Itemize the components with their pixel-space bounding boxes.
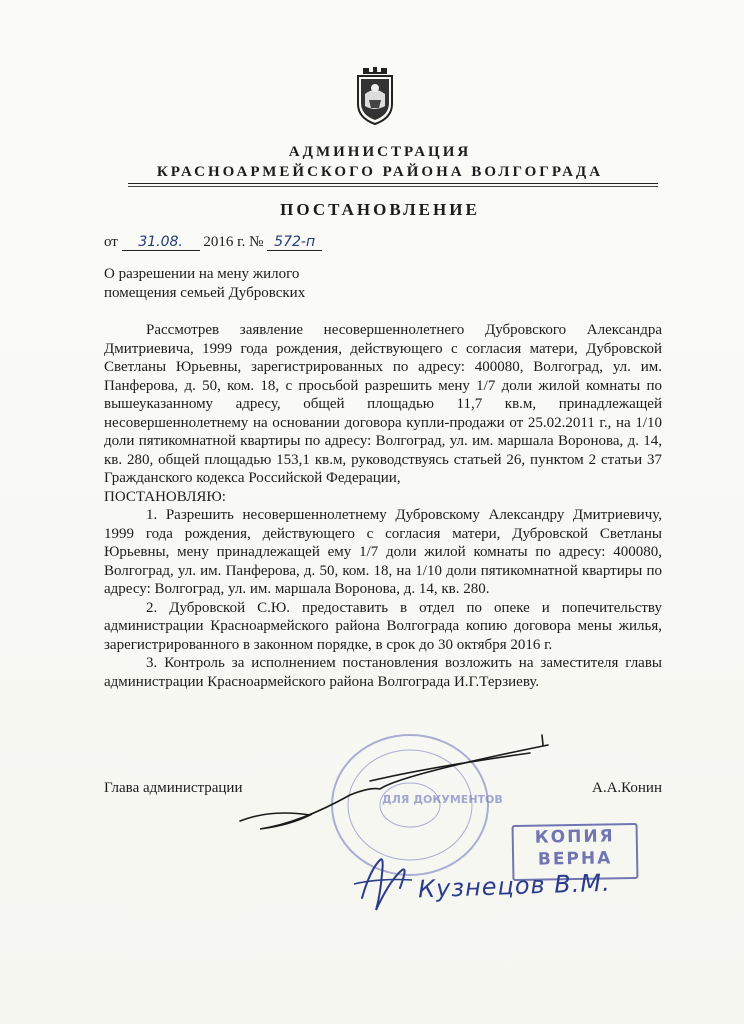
date-prefix: от [104, 234, 118, 250]
header-district: КРАСНОАРМЕЙСКОГО РАЙОНА ВОЛГОГРАДА [156, 164, 604, 180]
signatory-position: Глава администрации [104, 780, 243, 796]
document-year: 2016 г. [203, 234, 246, 250]
subject-line-2: помещения семьей Дубровских [104, 285, 306, 301]
number-sign: № [249, 234, 264, 250]
certifier-name-handwritten: Кузнецов В.М. [417, 868, 612, 904]
document-body [104, 321, 662, 691]
header-divider [128, 183, 658, 184]
copy-stamp-line-1: КОПИЯ [534, 826, 615, 848]
document-subject [104, 265, 305, 303]
body-item-1: 1. Разрешить несовершеннолетнему Дубровскому Александру Дмитриевичу, 1999 года рождения, действующего с согласия матери, Дубровской Светланы Юрьевны, мену принадлежащей ему 1/7 доли жилой комнаты по адресу: 400080, Волгоград, ул. им. Панферова, д. 50, ком. 18, на 1/10 доли пятикомнатной квартиры по адресу: Волгоград, ул. им. маршала Воронова, д. 14, кв. 280. [104, 507, 662, 597]
body-item-2: 2. Дубровской С.Ю. предоставить в отдел по опеке и попечительству администрации Красноармейского района Волгограда копию договора мены жилья, зарегистрированного в законном порядке, в срок до 30 октября 2016 г. [104, 599, 662, 653]
signatory-name: А.А.Конин [591, 780, 662, 796]
body-item-3: 3. Контроль за исполнением постановления возложить на заместителя главы администрации Красноармейского района Волгограда И.Г.Терзиеву. [104, 655, 662, 690]
copy-stamp-line-2: ВЕРНА [537, 848, 613, 870]
handwritten-number: 572-п [267, 234, 322, 251]
certifier-signature-icon [350, 840, 420, 920]
document-date-line [104, 234, 322, 251]
body-preamble: Рассмотрев заявление несовершеннолетнего Дубровского Александра Дмитриевича, 1999 года рождения, действующего с согласия матери, Дубровской Светланы Юрьевны, зарегистрированных по адресу: 400080, Волгоград, ул. им. Панферова, д. 50, ком. 18, с просьбой разрешить мену 1/7 доли жилой комнаты по вышеуказанному адресу, общей площадью 11,7 кв.м, принадлежащей несовершеннолетнему на основании договора купли-продажи от 25.02.2011 г., на 1/10 доли пятикомнатной квартиры по адресу: Волгоград, ул. им. маршала Воронова, д. 14, кв. 280, общей площадью 153,1 кв.м, руководствуясь статьей 26, пунктом 2 статьи 37 Гражданского кодекса Российской Федерации, [104, 322, 662, 486]
round-stamp-text: ДЛЯ ДОКУМЕНТОВ [382, 793, 503, 806]
header-divider-thin [128, 186, 658, 187]
body-decree: ПОСТАНОВЛЯЮ: [104, 488, 226, 505]
coat-of-arms-icon [355, 64, 395, 126]
document-title: ПОСТАНОВЛЕНИЕ [280, 200, 480, 219]
subject-line-1: О разрешении на мену жилого [104, 266, 300, 282]
header-organization: АДМИНИСТРАЦИЯ [288, 144, 472, 160]
handwritten-date: 31.08. [122, 234, 200, 251]
